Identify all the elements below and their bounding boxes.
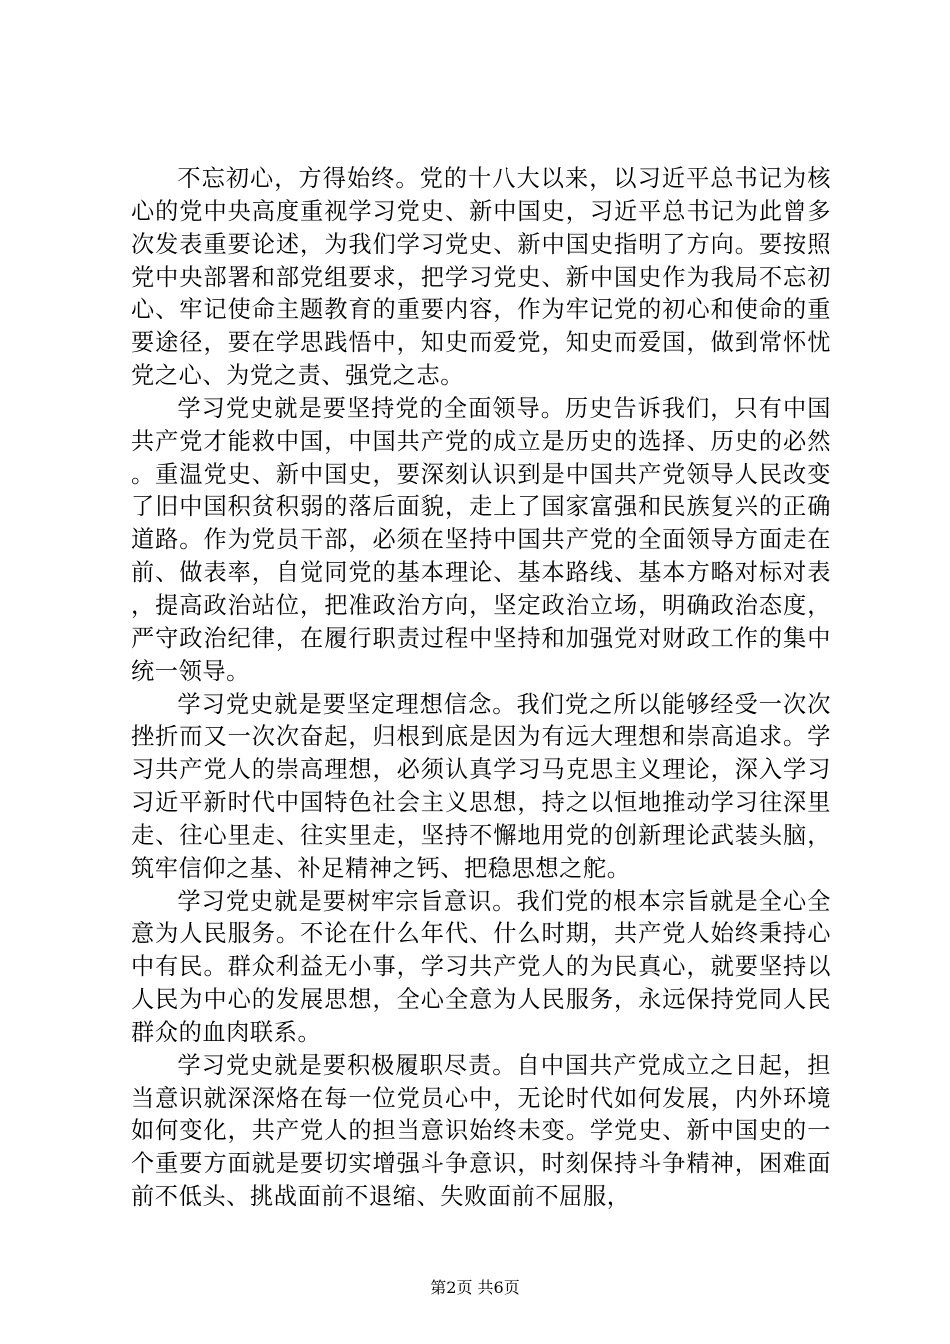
paragraph-intro: 不忘初心，方得始终。党的十八大以来，以习近平总书记为核心的党中央高度重视学习党史、新中国史，习近平总书记为此曾多次发表重要论述，为我们学习党史、新中国史指明了方向。要按照党中央部署和部党组要求，把学习党史、新中国史作为我局不忘初心、牢记使命主题教育的重要内容，作为牢记党的初心和使命的重要途径，要在学思践悟中，知史而爱党，知史而爱国，做到常怀忧党之心、为党之责、强党之志。 <box>131 165 831 390</box>
document-body <box>131 163 831 1214</box>
page-number-footer: 第2页 共6页 <box>430 1278 520 1297</box>
paragraph-party-leadership: 学习党史就是要坚持党的全面领导。历史告诉我们，只有中国共产党才能救中国，中国共产党的成立是历史的选择、历史的必然。重温党史、新中国史，要深刻认识到是中国共产党领导人民改变了旧中国积贫积弱的落后面貌，走上了国家富强和民族复兴的正确道路。作为党员干部，必须在坚持中国共产党的全面领导方面走在前、做表率，自觉同党的基本理论、基本路线、基本方略对标对表，提高政治站位，把准政治方向，坚定政治立场，明确政治态度，严守政治纪律，在履行职责过程中坚持和加强党对财政工作的集中统一领导。 <box>131 394 831 685</box>
paragraph-duty-responsibility: 学习党史就是要积极履职尽责。自中国共产党成立之日起，担当意识就深深烙在每一位党员心中，无论时代如何发展，内外环境如何变化，共产党人的担当意识始终未变。学党史、新中国史的一个重要方面就是要切实增强斗争意识，时刻保持斗争精神，困难面前不低头、挑战面前不退缩、失败面前不屈服， <box>131 1051 831 1211</box>
paragraph-purpose-awareness: 学习党史就是要树牢宗旨意识。我们党的根本宗旨就是全心全意为人民服务。不论在什么年代、什么时期，共产党人始终秉持心中有民。群众利益无小事，学习共产党人的为民真心，就要坚持以人民为中心的发展思想，全心全意为人民服务，永远保持党同人民群众的血肉联系。 <box>131 887 831 1046</box>
paragraph-ideals-beliefs: 学习党史就是要坚定理想信念。我们党之所以能够经受一次次挫折而又一次次奋起，归根到底是因为有远大理想和崇高追求。学习共产党人的崇高理想，必须认真学习马克思主义理论，深入学习习近平新时代中国特色社会主义思想，持之以恒地推动学习往深里走、往心里走、往实里走，坚持不懈地用党的创新理论武装头脑，筑牢信仰之基、补足精神之钙、把稳思想之舵。 <box>131 690 831 882</box>
